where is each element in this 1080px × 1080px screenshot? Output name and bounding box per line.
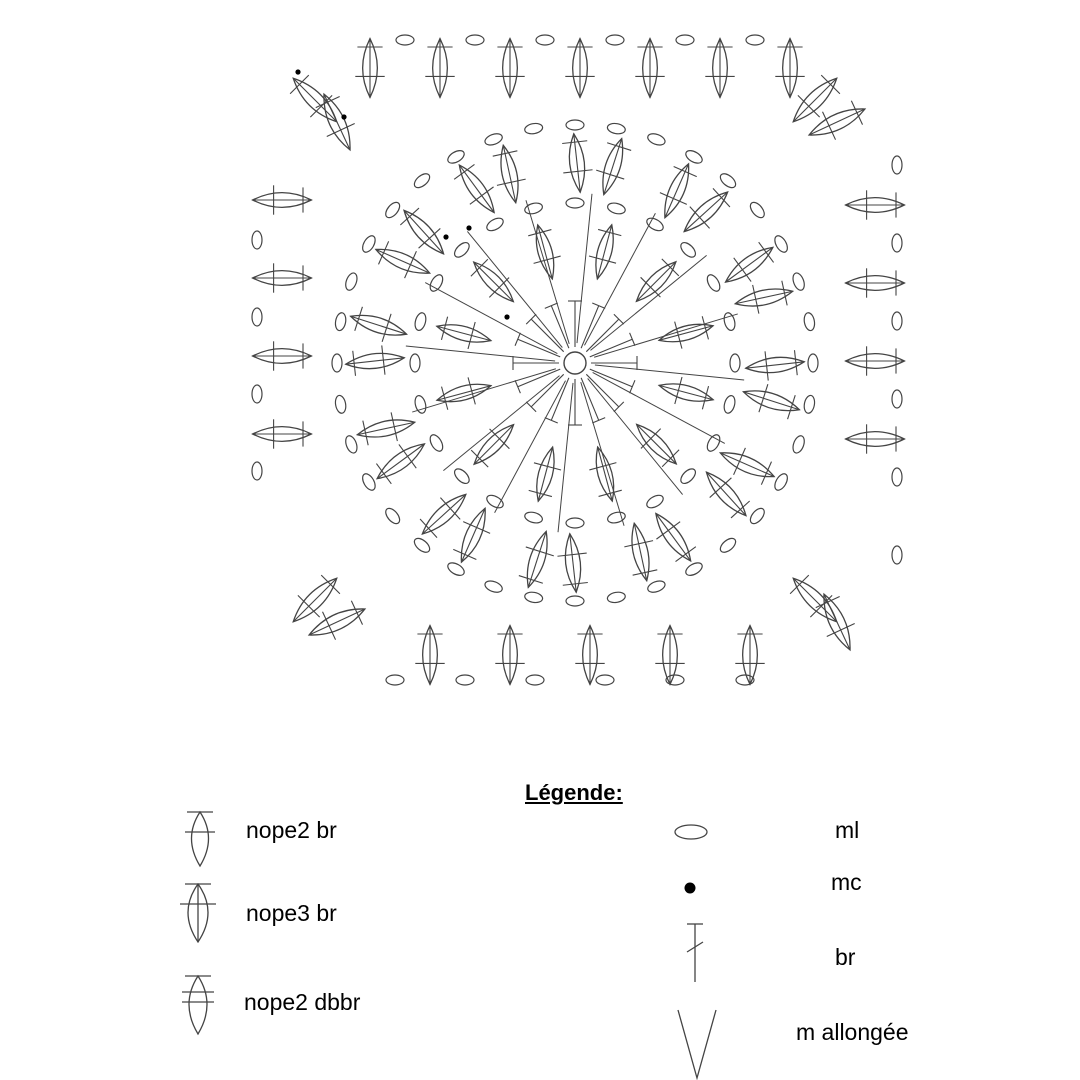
puff-stitch	[464, 252, 523, 311]
puff-stitch	[253, 419, 312, 448]
nope2-dbbr-icon	[172, 972, 224, 1038]
puff-stitch	[644, 505, 702, 570]
puff-stitch	[412, 484, 475, 545]
puff-stitch	[253, 341, 312, 370]
slip-stitch-dot	[341, 114, 346, 119]
chain-stitch	[452, 466, 472, 486]
puff-stitch	[495, 626, 524, 685]
chain-stitch	[483, 132, 503, 148]
chain-stitch	[607, 122, 626, 135]
chain-stitch	[705, 273, 723, 294]
puff-stitch	[635, 39, 664, 98]
chain-stitch	[446, 560, 467, 578]
chain-stitch	[892, 234, 902, 252]
chain-stitch	[386, 675, 404, 685]
puff-stitch	[355, 39, 384, 98]
chain-stitch	[360, 472, 378, 493]
chain-stitch	[772, 234, 790, 255]
chain-stitch	[428, 273, 446, 294]
puff-stitch	[846, 190, 905, 219]
puff-stitch	[696, 462, 757, 525]
nope3-br-icon	[172, 880, 224, 946]
legend-label-nope3-br: nope3 br	[246, 900, 337, 926]
elongated-v-icon	[672, 1006, 722, 1080]
slip-stitch-dot	[295, 69, 300, 74]
chain-stitch	[566, 518, 584, 528]
chain-stitch	[645, 493, 666, 511]
chain-stitch	[524, 510, 544, 524]
legend-label-m-allongee: m allongée	[796, 1019, 909, 1045]
treble-bar	[630, 380, 635, 393]
nope2-br-icon	[175, 808, 225, 870]
chain-stitch	[892, 156, 902, 174]
chain-stitch	[791, 434, 807, 454]
puff-stitch	[489, 142, 530, 206]
chain-stitch	[748, 200, 767, 220]
treble-icon	[680, 918, 710, 986]
chain-stitch	[344, 434, 360, 454]
elongated-stitch	[558, 383, 573, 532]
treble-bar	[630, 333, 635, 346]
elongated-stitch	[588, 378, 683, 494]
puff-stitch	[655, 312, 716, 354]
puff-stitch	[354, 408, 418, 449]
legend-label-ml: ml	[835, 817, 860, 843]
chain-stitch	[483, 579, 503, 595]
chain-stitch	[383, 506, 402, 526]
puff-stitch	[732, 277, 796, 318]
elongated-stitch	[595, 365, 744, 380]
chain-stitch	[803, 312, 816, 331]
puff-stitch	[310, 88, 364, 157]
treble-bar	[592, 303, 605, 308]
chain-stitch	[566, 120, 584, 130]
chain-stitch	[718, 171, 738, 190]
puff-stitch	[626, 252, 685, 311]
slip-stitch-dot	[504, 314, 509, 319]
puff-stitch	[368, 432, 433, 490]
puff-stitch	[590, 134, 636, 199]
treble-bar	[515, 380, 520, 393]
chain-stitch	[722, 394, 736, 414]
chain-stitch	[646, 579, 666, 595]
chain-stitch	[536, 35, 554, 45]
puff-stitch	[559, 132, 595, 194]
chain-stitch	[412, 171, 432, 190]
legend-label-nope2-br: nope2 br	[246, 817, 337, 843]
puff-stitch	[495, 39, 524, 98]
elongated-stitch	[425, 283, 557, 354]
chain-stitch	[596, 675, 614, 685]
chain-stitch	[334, 395, 347, 414]
chain-stitch	[892, 390, 902, 408]
chain-stitch	[252, 462, 262, 480]
chain-stitch	[705, 433, 723, 454]
elongated-stitch	[495, 381, 566, 513]
puff-stitch	[744, 347, 806, 383]
chain-stitch	[566, 198, 584, 208]
chain-stitch	[606, 201, 626, 215]
chain-stitch	[410, 354, 420, 372]
chain-stitch	[252, 385, 262, 403]
chain-stitch	[730, 354, 740, 372]
puff-stitch	[782, 67, 847, 132]
chain-stitch	[892, 546, 902, 564]
chain-stitch	[803, 395, 816, 414]
treble-bar	[592, 418, 605, 423]
chain-stitch	[524, 122, 543, 135]
chain-stitch	[456, 675, 474, 685]
puff-stitch	[525, 443, 566, 504]
puff-stitch	[584, 221, 625, 282]
chain-stitch	[748, 506, 767, 526]
puff-stitch	[433, 313, 494, 354]
puff-stitch	[346, 302, 411, 348]
slip-stitch-dot	[443, 234, 448, 239]
puff-stitch	[846, 268, 905, 297]
chain-stitch	[334, 312, 347, 331]
chain-stitch	[606, 35, 624, 45]
chain-stitch	[808, 354, 818, 372]
puff-stitch	[717, 235, 782, 293]
chain-stitch	[383, 200, 402, 220]
puff-stitch	[464, 415, 523, 474]
puff-stitch	[253, 185, 312, 214]
puff-stitch	[810, 588, 864, 657]
puff-stitch	[524, 221, 566, 282]
chain-stitch	[412, 536, 432, 555]
puff-stitch	[584, 443, 626, 504]
chart-content	[252, 35, 904, 685]
chain-stitch	[446, 148, 467, 166]
puff-stitch	[846, 346, 905, 375]
chain-stitch	[772, 472, 790, 493]
chain-stitch	[718, 536, 738, 555]
treble-bar	[545, 418, 558, 423]
chain-oval-icon	[671, 820, 711, 844]
puff-stitch	[803, 95, 872, 149]
puff-stitch	[425, 39, 454, 98]
puff-stitch	[565, 39, 594, 98]
chain-stitch	[736, 675, 754, 685]
slip-dot-icon	[680, 878, 700, 898]
chain-stitch	[252, 231, 262, 249]
chain-stitch	[646, 132, 666, 148]
puff-stitch	[393, 200, 454, 263]
puff-stitch	[620, 520, 661, 584]
chain-stitch	[666, 675, 684, 685]
chain-stitch	[678, 466, 698, 486]
puff-stitch	[627, 414, 686, 473]
elongated-stitch	[406, 346, 555, 361]
chain-stitch	[344, 271, 360, 291]
puff-stitch	[674, 181, 737, 242]
chain-stitch	[676, 35, 694, 45]
puff-stitch	[415, 626, 444, 685]
puff-stitch	[846, 424, 905, 453]
chain-stitch	[684, 148, 705, 166]
elongated-stitch	[467, 231, 562, 347]
chain-stitch	[466, 35, 484, 45]
elongated-stitch	[593, 372, 725, 443]
puff-stitch	[655, 372, 716, 413]
chain-stitch	[485, 493, 506, 511]
chain-stitch	[645, 216, 666, 234]
center-ring	[564, 352, 586, 374]
legend-label-nope2-dbbr: nope2 dbbr	[244, 989, 361, 1015]
chain-stitch	[413, 312, 427, 332]
treble-bar	[545, 303, 558, 308]
chain-stitch	[524, 591, 543, 604]
puff-stitch	[555, 532, 591, 594]
chain-stitch	[360, 234, 378, 255]
puff-stitch	[775, 39, 804, 98]
treble-bar	[515, 333, 520, 346]
puff-stitch	[447, 156, 505, 221]
chain-stitch	[684, 560, 705, 578]
slip-stitch-dot	[466, 225, 471, 230]
legend-label-mc: mc	[831, 869, 862, 895]
legend-label-br: br	[835, 944, 856, 970]
legend-title: Légende:	[525, 780, 623, 805]
chain-stitch	[566, 596, 584, 606]
elongated-stitch	[584, 213, 655, 345]
elongated-stitch	[590, 255, 706, 350]
chain-stitch	[485, 216, 506, 234]
puff-stitch	[739, 378, 804, 424]
chain-stitch	[791, 271, 807, 291]
chain-stitch	[526, 675, 544, 685]
chain-stitch	[396, 35, 414, 45]
chain-stitch	[892, 468, 902, 486]
elongated-stitch	[577, 194, 592, 343]
chain-stitch	[452, 240, 472, 260]
chain-stitch	[252, 308, 262, 326]
chain-stitch	[892, 312, 902, 330]
elongated-stitch	[443, 376, 559, 471]
puff-stitch	[303, 595, 372, 649]
puff-stitch	[514, 527, 560, 592]
chain-stitch	[678, 240, 698, 260]
puff-stitch	[282, 567, 347, 632]
chain-stitch	[746, 35, 764, 45]
puff-stitch	[344, 343, 406, 379]
puff-stitch	[433, 372, 494, 414]
puff-stitch	[705, 39, 734, 98]
chain-stitch	[607, 591, 626, 604]
chain-stitch	[332, 354, 342, 372]
chain-stitch	[428, 433, 446, 454]
puff-stitch	[253, 263, 312, 292]
